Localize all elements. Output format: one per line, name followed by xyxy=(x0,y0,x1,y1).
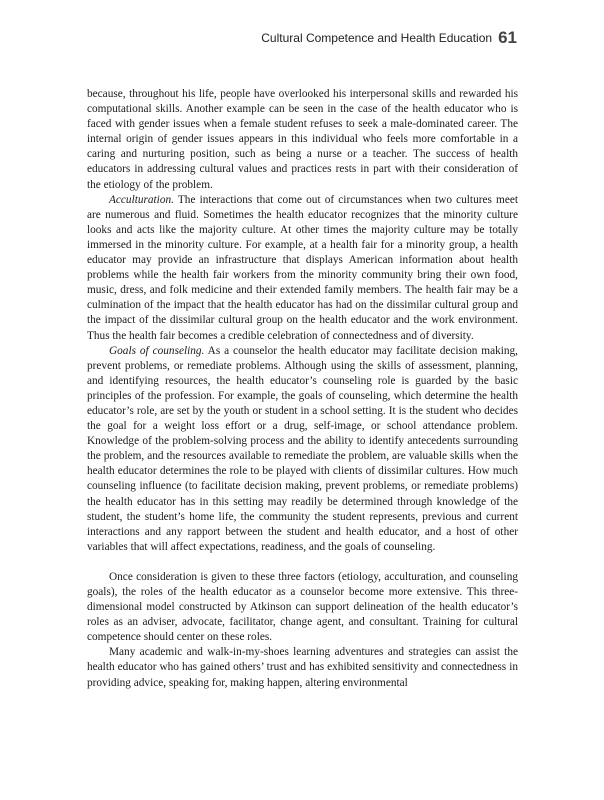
goals-of-counseling-heading: Goals of counseling. xyxy=(109,344,205,357)
body-text xyxy=(87,87,518,691)
paragraph-etiology-continued: because, throughout his life, people have overlooked his interpersonal skills and rewarded his computational skills. Another example can be seen in the case of the health educator who is faced with gender issues when a female student refuses to seek a male-dominated career. The internal origin of gender issues appears in this individual who feels more comfortable in a caring and nurturing position, such as being a nurse or a teacher. The success of health educators in addressing cultural values and practices rests in part with their consideration of the etiology of the problem. xyxy=(87,88,518,191)
paragraph-goals-of-counseling: Goals of counseling. As a counselor the health educator may facilitate decision making, prevent problems, or remediate problems. Although using the skills of assessment, planning, and identifying resources, the health educator’s counseling role is guarded by the basic principles of the profession. For example, the goals of counseling, which determine the health educator’s role, are set by the youth or student in a school setting. It is the student who decides the goal for a weight loss effort or a drug, self-image, or school attendance problem. Knowledge of the problem-solving process and the ability to identify antecedents surrounding the problem, and the resources available to remediate the problem, are valuable skills when the health educator determines the role to be played with clients of dissimilar cultures. How much counseling influence (to facilitate decision making, prevent problems, or remediate problems) the health educator has in this setting may readily be determined through knowledge of the student, the student’s home life, the community the student represents, previous and current interactions and any rapport between the student and health educator, and a host of other variables that will affect expectations, readiness, and the goals of counseling. xyxy=(87,344,518,553)
paragraph-learning-adventures: Many academic and walk-in-my-shoes learning adventures and strategies can assist the health educator who has gained others’ trust and has exhibited sensitivity and connectedness in providing advice, speaking for, making happen, altering environmental xyxy=(87,646,518,689)
paragraph-three-factors: Once consideration is given to these three factors (etiology, acculturation, and counseling goals), the roles of the health educator as a counselor become more extensive. This three-dimensional model constructed by Atkinson can support delineation of the health educator’s roles as an adviser, advocate, facilitator, change agent, and consultant. Training for cultural competence should center on these roles. xyxy=(87,570,518,644)
running-title: Cultural Competence and Health Education xyxy=(261,31,493,45)
acculturation-heading: Acculturation. xyxy=(109,193,174,206)
paragraph-acculturation: Acculturation. The interactions that come out of circumstances when two cultures meet are numerous and fluid. Sometimes the health educator recognizes that the minority culture looks and acts like the majority culture. At other times the majority culture may be totally immersed in the minority culture. For example, at a health fair for a minority group, a health educator may provide an infrastructure that displays American information about health problems while the health fair workers from the minority community bring their own food, music, dress, and folk medicine and their extended family members. The health fair may be a culmination of the impact that the health educator has had on the dissimilar cultural group and the impact of the dissimilar cultural group on the health educator and the work environment. Thus the health fair becomes a credible celebration of connectedness and of diversity. xyxy=(87,193,518,342)
running-head xyxy=(0,28,517,48)
page-number: 61 xyxy=(498,28,517,47)
